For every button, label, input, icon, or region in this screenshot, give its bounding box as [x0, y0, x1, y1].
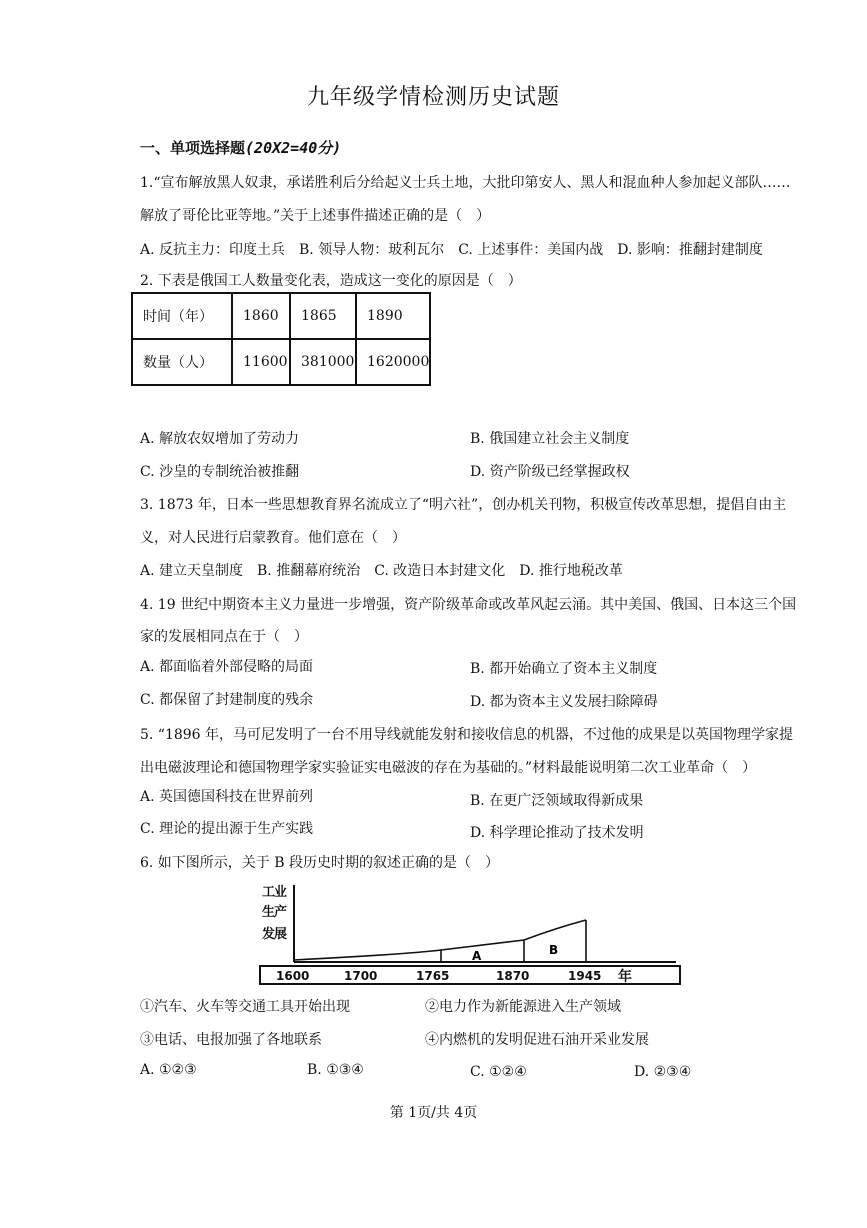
figure-ylabel-char: 展 — [274, 927, 288, 942]
figure-ylabel-char: 工 — [262, 885, 276, 900]
table-row — [132, 339, 430, 385]
figure-tick-label: 1600 — [276, 969, 310, 983]
table-cell: 1865 — [290, 293, 356, 339]
table-cell: 1620000 — [356, 339, 430, 385]
q4-option-b: B. 都开始确立了资本主义制度 — [470, 661, 658, 677]
q5-option-a: A. 英国德国科技在世界前列 — [140, 789, 314, 805]
q4-option-d: D. 都为资本主义发展扫除障碍 — [470, 694, 658, 710]
q2-option-d: D. 资产阶级已经掌握政权 — [470, 464, 630, 480]
table-cell: 381000 — [290, 339, 356, 385]
q4-option-a: A. 都面临着外部侵略的局面 — [140, 659, 314, 675]
figure-ylabel-char: 生 — [262, 905, 276, 920]
table-cell: 11600 — [232, 339, 290, 385]
figure-unit-label: 年 — [618, 969, 632, 985]
q5-stem-line1: 5. “1896 年，马可尼发明了一台不用导线就能发射和接收信息的机器，不过他的成果是以英国物理学家提 — [140, 727, 794, 743]
q2-stem: 2. 下表是俄国工人数量变化表，造成这一变化的原因是（ ） — [140, 273, 522, 289]
q4-stem-line1: 4. 19 世纪中期资本主义力量进一步增强，资产阶级革命或改革风起云涌。其中美国、俄国、日本这三个国 — [140, 597, 797, 613]
figure-ylabel-char: 发 — [262, 927, 276, 942]
figure-timeline-bar — [260, 966, 680, 984]
q1-stem-line1: 1.“宣布解放黑人奴隶，承诺胜利后分给起义士兵土地，大批印第安人、黑人和混血种人参加起义部队…… — [140, 175, 791, 191]
q3-stem-line2: 义，对人民进行启蒙教育。他们意在（ ） — [140, 530, 406, 546]
q4-option-c: C. 都保留了封建制度的残余 — [140, 692, 314, 708]
segment-label-b: B — [549, 943, 559, 957]
q1-options: A. 反抗主力：印度土兵 B. 领导人物：玻利瓦尔 C. 上述事件：美国内战 D. 影响：推翻封建制度 — [140, 242, 763, 258]
q5-option-c: C. 理论的提出源于生产实践 — [140, 821, 314, 837]
q6-item-4: ④内燃机的发明促进石油开采业发展 — [425, 1032, 649, 1048]
figure-tick-label: 1700 — [344, 969, 378, 983]
q3-options: A. 建立天皇制度 B. 推翻幕府统治 C. 改造日本封建文化 D. 推行地税改革 — [140, 563, 623, 579]
page-title: 九年级学情检测历史试题 — [306, 85, 560, 110]
section-label: 一、单项选择题 — [140, 139, 246, 157]
q2-option-b: B. 俄国建立社会主义制度 — [470, 431, 630, 447]
table-row — [132, 293, 430, 339]
industry-development-figure — [256, 880, 686, 990]
q6-item-2: ②电力作为新能源进入生产领域 — [425, 999, 621, 1015]
q6-item-1: ①汽车、火车等交通工具开始出现 — [140, 999, 350, 1015]
q6-item-3: ③电话、电报加强了各地联系 — [140, 1032, 322, 1048]
q6-option-a: A. ①②③ — [140, 1062, 197, 1078]
figure-ylabel-char: 业 — [274, 885, 288, 900]
table-cell: 时间（年） — [132, 293, 232, 339]
handwritten-score-note: (20X2=40分) — [245, 139, 342, 157]
q6-option-d: D. ②③④ — [634, 1064, 692, 1080]
q3-stem-line1: 3. 1873 年，日本一些思想教育界名流成立了“明六社”，创办机关刊物，积极宣传改革思想，提倡自由主 — [140, 497, 787, 513]
q6-option-b: B. ①③④ — [307, 1062, 364, 1078]
q5-stem-line2: 出电磁波理论和德国物理学家实验证实电磁波的存在为基础的。”材料最能说明第二次工业革命（ ） — [140, 760, 757, 776]
section-heading — [140, 137, 341, 158]
table-cell: 1860 — [232, 293, 290, 339]
table-cell: 数量（人） — [132, 339, 232, 385]
q1-stem-line2: 解放了哥伦比亚等地。”关于上述事件描述正确的是（ ） — [140, 208, 491, 224]
figure-tick-label: 1870 — [496, 969, 530, 983]
workers-table — [131, 292, 431, 386]
segment-label-a: A — [472, 949, 482, 963]
figure-tick-label: 1765 — [416, 969, 450, 983]
q2-option-a: A. 解放农奴增加了劳动力 — [140, 431, 300, 447]
q4-stem-line2: 家的发展相同点在于（ ） — [140, 629, 308, 645]
q5-option-b: B. 在更广泛领域取得新成果 — [470, 793, 644, 809]
page-footer: 第 1页/共 4页 — [389, 1105, 478, 1121]
q5-option-d: D. 科学理论推动了技术发明 — [470, 825, 644, 841]
q2-option-c: C. 沙皇的专制统治被推翻 — [140, 464, 300, 480]
q6-option-c: C. ①②④ — [470, 1064, 527, 1080]
figure-ylabel-char: 产 — [274, 905, 288, 920]
figure-growth-curve — [294, 920, 586, 960]
q6-stem: 6. 如下图所示，关于 B 段历史时期的叙述正确的是（ ） — [140, 855, 499, 871]
figure-tick-label: 1945 — [568, 969, 602, 983]
table-cell: 1890 — [356, 293, 430, 339]
